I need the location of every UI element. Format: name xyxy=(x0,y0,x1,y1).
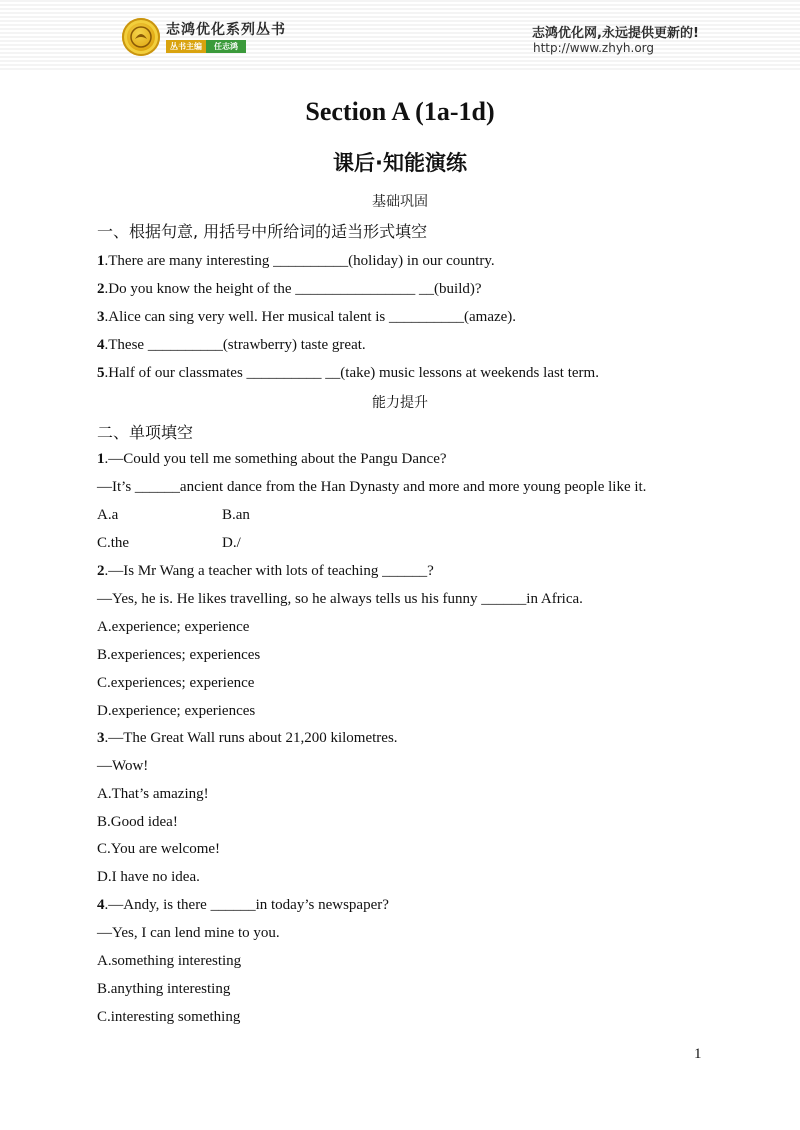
question-2-option-b: B.experiences; experiences xyxy=(97,647,261,663)
question-1-option-c: C.the xyxy=(97,535,130,551)
question-2-option-d: D.experience; experiences xyxy=(97,703,256,719)
question-3-option-d: D.I have no idea. xyxy=(97,869,200,885)
publisher-logo-icon xyxy=(122,18,160,56)
page-subtitle: 课后·知能演练 xyxy=(333,151,467,175)
question-number: 1 xyxy=(97,451,105,467)
question-1-option-a: A.a xyxy=(97,507,119,523)
fill-item-1 xyxy=(97,251,717,271)
item-text: .Do you know the height of the ________________ __(build)? xyxy=(104,281,482,297)
part2-label: 能力提升 xyxy=(372,395,428,411)
question-number: 4 xyxy=(97,897,105,913)
question-3-reply: —Wow! xyxy=(97,758,149,774)
fill-item-4 xyxy=(97,335,717,355)
header-slogan: 志鸿优化网,永远提供更新的! xyxy=(532,26,699,41)
question-number: 2 xyxy=(97,563,105,579)
question-1-prompt xyxy=(97,449,717,469)
question-1-reply: —It’s ______ancient dance from the Han Dynasty and more and more young people like it. xyxy=(97,479,647,495)
item-number: 3 xyxy=(97,309,105,325)
item-text: .Half of our classmates __________ __(take) music lessons at weekends last term. xyxy=(104,365,599,381)
question-4-prompt xyxy=(97,895,717,915)
page-header xyxy=(0,0,800,70)
editor-name-tag: 任志鸿 xyxy=(206,40,246,53)
item-number: 5 xyxy=(97,365,105,381)
series-title: 志鸿优化系列丛书 xyxy=(166,22,286,38)
part1-heading: 一、根据句意, 用括号中所给词的适当形式填空 xyxy=(97,222,428,241)
question-3-option-a: A.That’s amazing! xyxy=(97,786,209,802)
question-4-option-c: C.interesting something xyxy=(97,1009,241,1025)
question-2-option-a: A.experience; experience xyxy=(97,619,250,635)
question-text: .—The Great Wall runs about 21,200 kilometres. xyxy=(104,730,398,746)
item-text: .There are many interesting __________(holiday) in our country. xyxy=(104,253,495,269)
question-4-option-b: B.anything interesting xyxy=(97,981,231,997)
part2-heading: 二、单项填空 xyxy=(97,423,194,442)
question-4-reply: —Yes, I can lend mine to you. xyxy=(97,925,280,941)
question-text: .—Is Mr Wang a teacher with lots of teaching ______? xyxy=(104,563,434,579)
question-2-option-c: C.experiences; experience xyxy=(97,675,255,691)
item-number: 4 xyxy=(97,337,105,353)
question-3-prompt xyxy=(97,728,717,748)
question-3-option-c: C.You are welcome! xyxy=(97,841,221,857)
editor-tag: 丛书主编 xyxy=(166,40,206,53)
page-number: 1 xyxy=(694,1046,702,1062)
question-2-reply: —Yes, he is. He likes travelling, so he always tells us his funny ______in Africa. xyxy=(97,591,583,607)
item-text: .These __________(strawberry) taste great. xyxy=(104,337,366,353)
item-number: 2 xyxy=(97,281,105,297)
part1-label: 基础巩固 xyxy=(372,194,428,210)
item-text: .Alice can sing very well. Her musical talent is __________(amaze). xyxy=(104,309,517,325)
page-title: Section A (1a-1d) xyxy=(305,97,495,126)
fill-item-2 xyxy=(97,279,717,299)
question-number: 3 xyxy=(97,730,105,746)
question-3-option-b: B.Good idea! xyxy=(97,814,178,830)
question-1-option-d: D./ xyxy=(222,535,241,551)
question-1-option-b: B.an xyxy=(222,507,250,523)
item-number: 1 xyxy=(97,253,105,269)
question-4-option-a: A.something interesting xyxy=(97,953,242,969)
fill-item-3 xyxy=(97,307,717,327)
question-2-prompt xyxy=(97,561,717,581)
question-text: .—Andy, is there ______in today’s newspaper? xyxy=(104,897,389,913)
question-text: .—Could you tell me something about the Pangu Dance? xyxy=(104,451,447,467)
header-url[interactable]: http://www.zhyh.org xyxy=(533,41,655,55)
fill-item-5 xyxy=(97,363,717,383)
